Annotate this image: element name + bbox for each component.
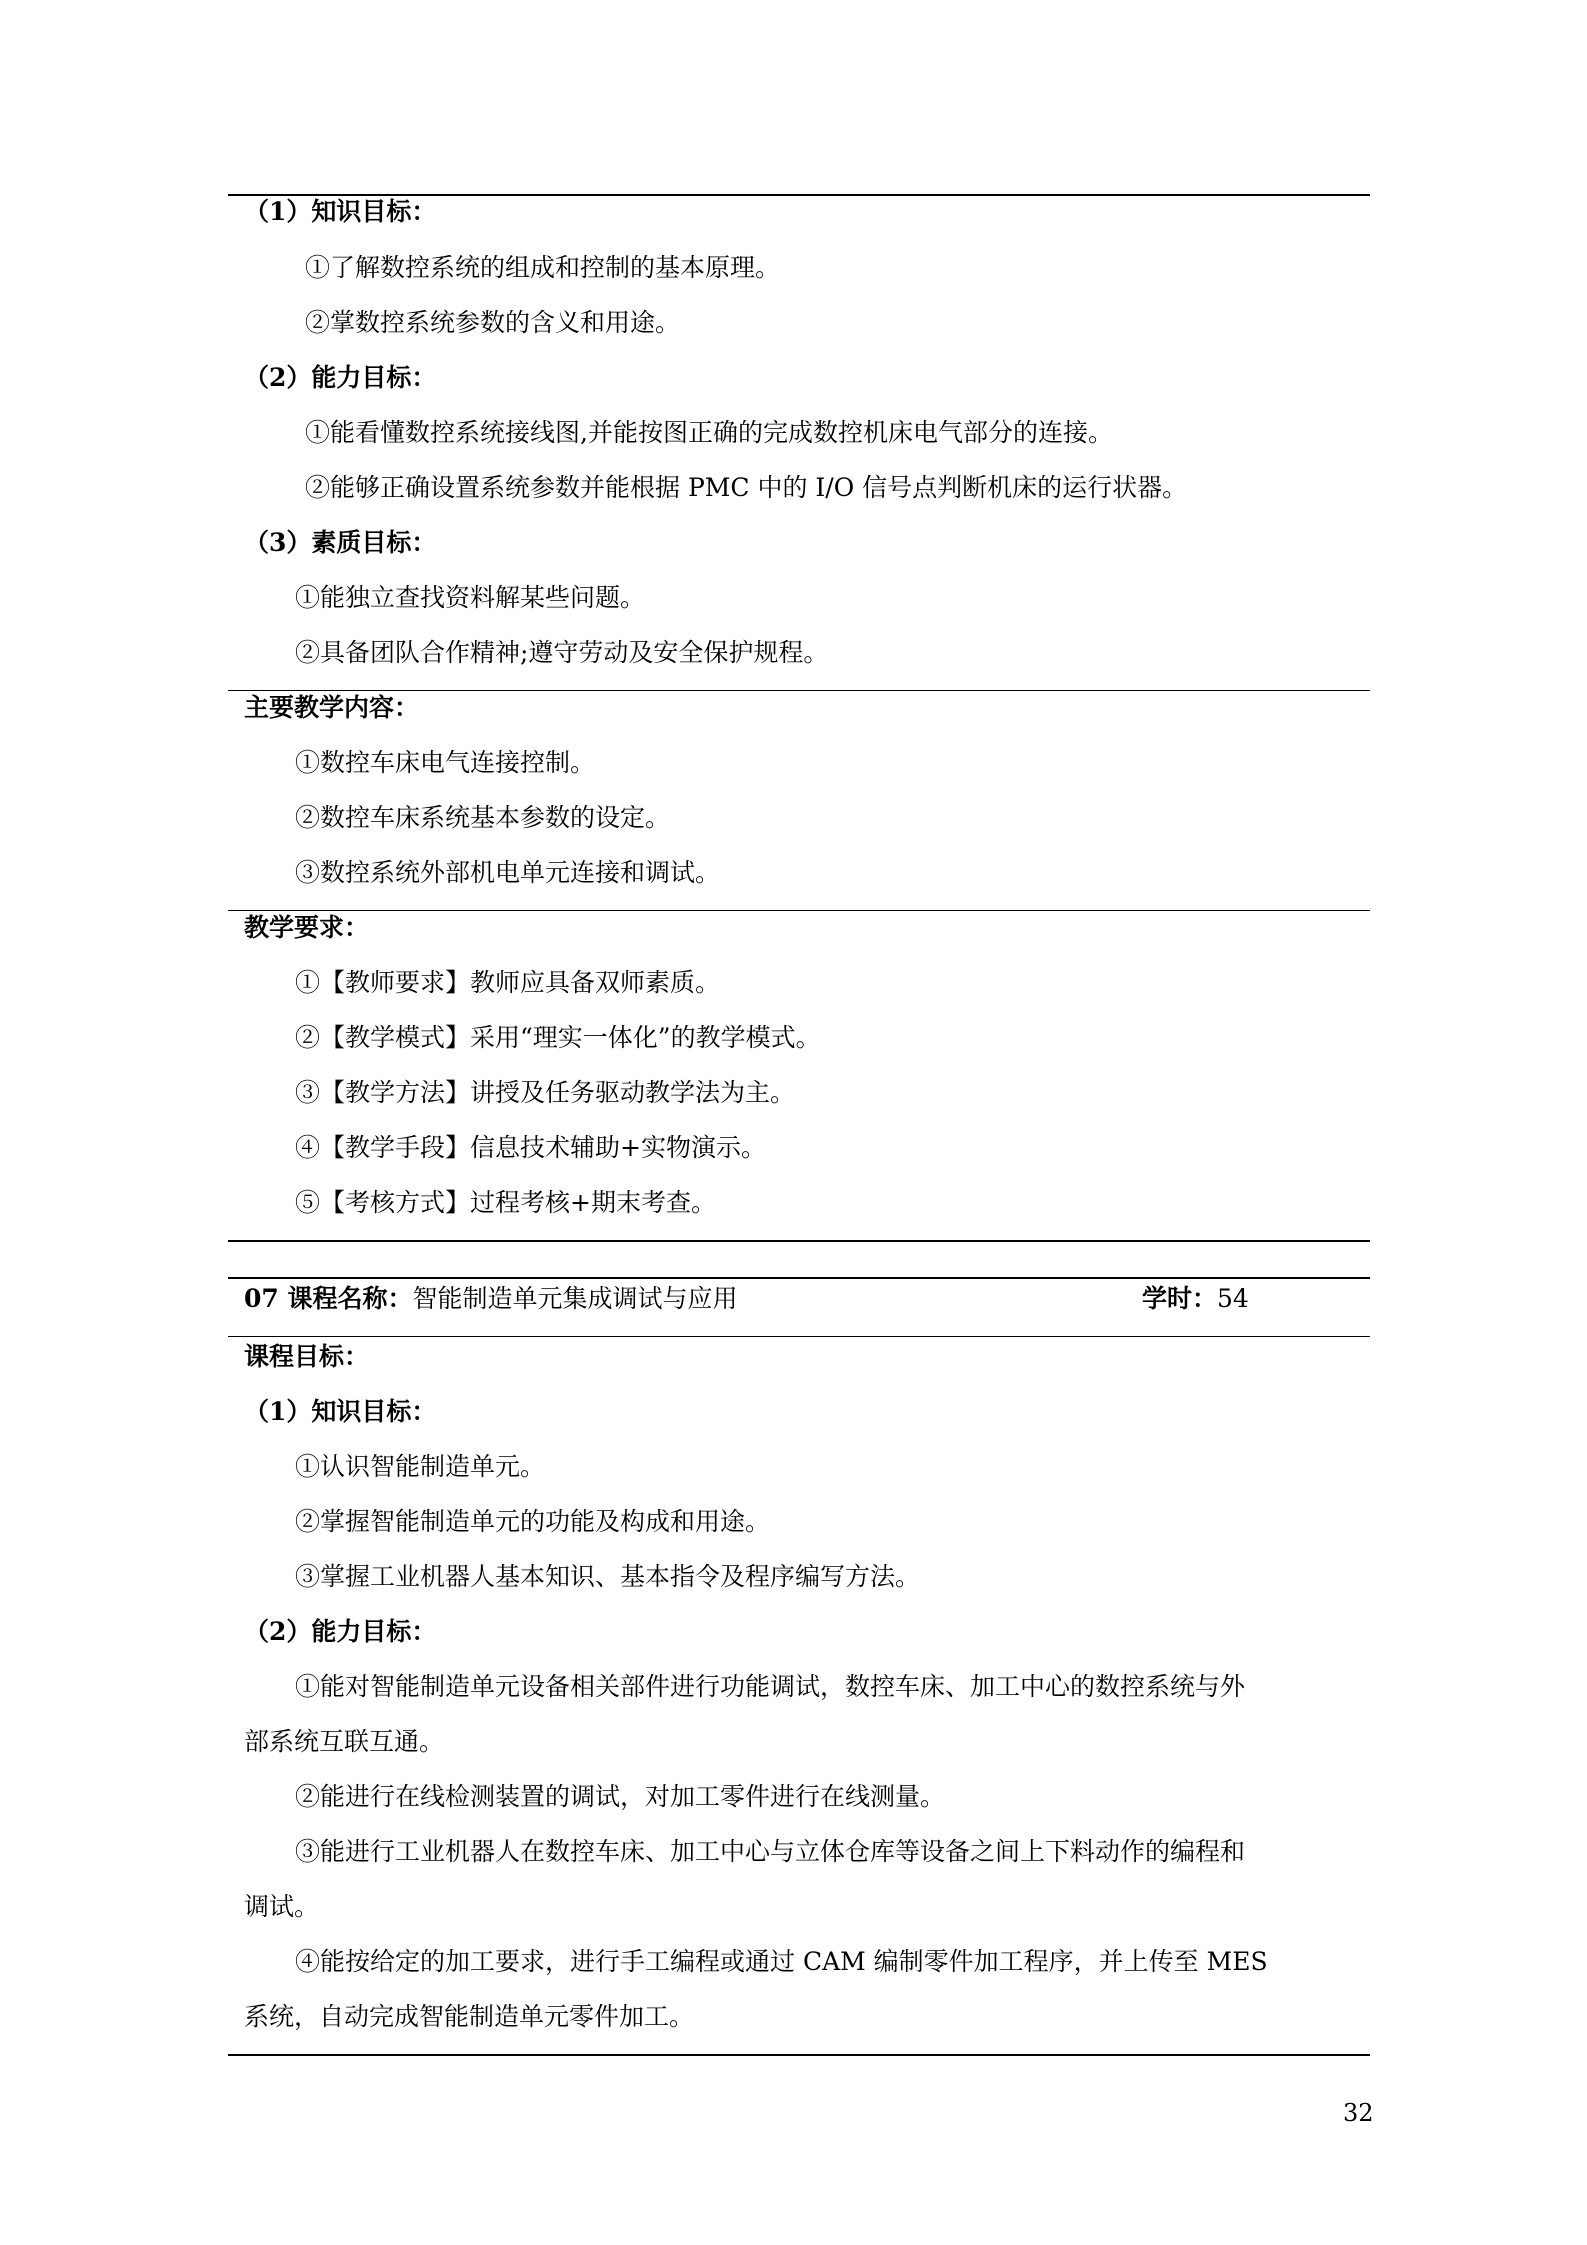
ability-line: ③能进行工业机器人在数控车床、加工中心与立体仓库等设备之间上下料动作的编程和 [295, 1837, 1246, 1866]
ability-line: ①能对智能制造单元设备相关部件进行功能调试，数控车床、加工中心的数控系统与外 [295, 1672, 1246, 1701]
content-item: ②数控车床系统基本参数的设定。 [295, 803, 671, 832]
course-name-value: 智能制造单元集成调试与应用 [412, 1284, 738, 1313]
table-bottom-rule [228, 1240, 1370, 1242]
ability-line: ④能按给定的加工要求，进行手工编程或通过 CAM 编制零件加工程序，并上传至 MES [295, 1947, 1268, 1976]
requirements-item: ⑤【考核方式】过程考核+期末考查。 [295, 1188, 716, 1217]
quality-item: ①能独立查找资料解某些问题。 [295, 583, 646, 612]
course-name-label: 07 课程名称： [244, 1284, 413, 1313]
requirements-item: ①【教师要求】教师应具备双师素质。 [295, 968, 721, 997]
ability-item: ①能看懂数控系统接线图,并能按图正确的完成数控机床电气部分的连接。 [305, 418, 1113, 447]
content-heading: 主要教学内容： [244, 693, 420, 722]
row-divider [228, 910, 1370, 911]
knowledge-item: ②掌握智能制造单元的功能及构成和用途。 [295, 1507, 771, 1536]
knowledge-heading: （1）知识目标： [244, 197, 437, 226]
knowledge-item: ①了解数控系统的组成和控制的基本原理。 [305, 253, 781, 282]
quality-heading: （3）素质目标： [244, 528, 437, 557]
requirements-item: ④【教学手段】信息技术辅助+实物演示。 [295, 1133, 766, 1162]
row-divider [228, 690, 1370, 691]
course-hours-label: 学时： [1142, 1284, 1218, 1313]
knowledge-item: ②掌数控系统参数的含义和用途。 [305, 308, 681, 337]
course-title-row [244, 1283, 738, 1315]
ability-line: 系统，自动完成智能制造单元零件加工。 [244, 2002, 695, 2031]
knowledge-item: ①认识智能制造单元。 [295, 1452, 546, 1481]
knowledge-item: ③掌握工业机器人基本知识、基本指令及程序编写方法。 [295, 1562, 921, 1591]
ability-heading: （2）能力目标： [244, 363, 437, 392]
content-item: ③数控系统外部机电单元连接和调试。 [295, 858, 721, 887]
ability-heading: （2）能力目标： [244, 1617, 437, 1646]
requirements-item: ②【教学模式】采用“理实一体化”的教学模式。 [295, 1023, 821, 1052]
ability-item: ②能够正确设置系统参数并能根据 PMC 中的 I/O 信号点判断机床的运行状器。 [305, 473, 1188, 502]
table-top-rule [228, 1277, 1370, 1279]
requirements-heading: 教学要求： [244, 913, 370, 942]
ability-line: 部系统互联互通。 [244, 1727, 445, 1756]
quality-item: ②具备团队合作精神;遵守劳动及安全保护规程。 [295, 638, 829, 667]
course-hours [1142, 1283, 1249, 1315]
content-item: ①数控车床电气连接控制。 [295, 748, 596, 777]
row-divider [228, 1336, 1370, 1337]
table-bottom-rule [228, 2054, 1370, 2056]
page-number: 32 [1343, 2099, 1374, 2127]
course-hours-value: 54 [1217, 1284, 1249, 1313]
requirements-item: ③【教学方法】讲授及任务驱动教学法为主。 [295, 1078, 796, 1107]
objectives-heading: 课程目标： [244, 1342, 370, 1371]
ability-line: ②能进行在线检测装置的调试，对加工零件进行在线测量。 [295, 1782, 946, 1811]
knowledge-heading: （1）知识目标： [244, 1397, 437, 1426]
ability-line: 调试。 [244, 1892, 320, 1921]
